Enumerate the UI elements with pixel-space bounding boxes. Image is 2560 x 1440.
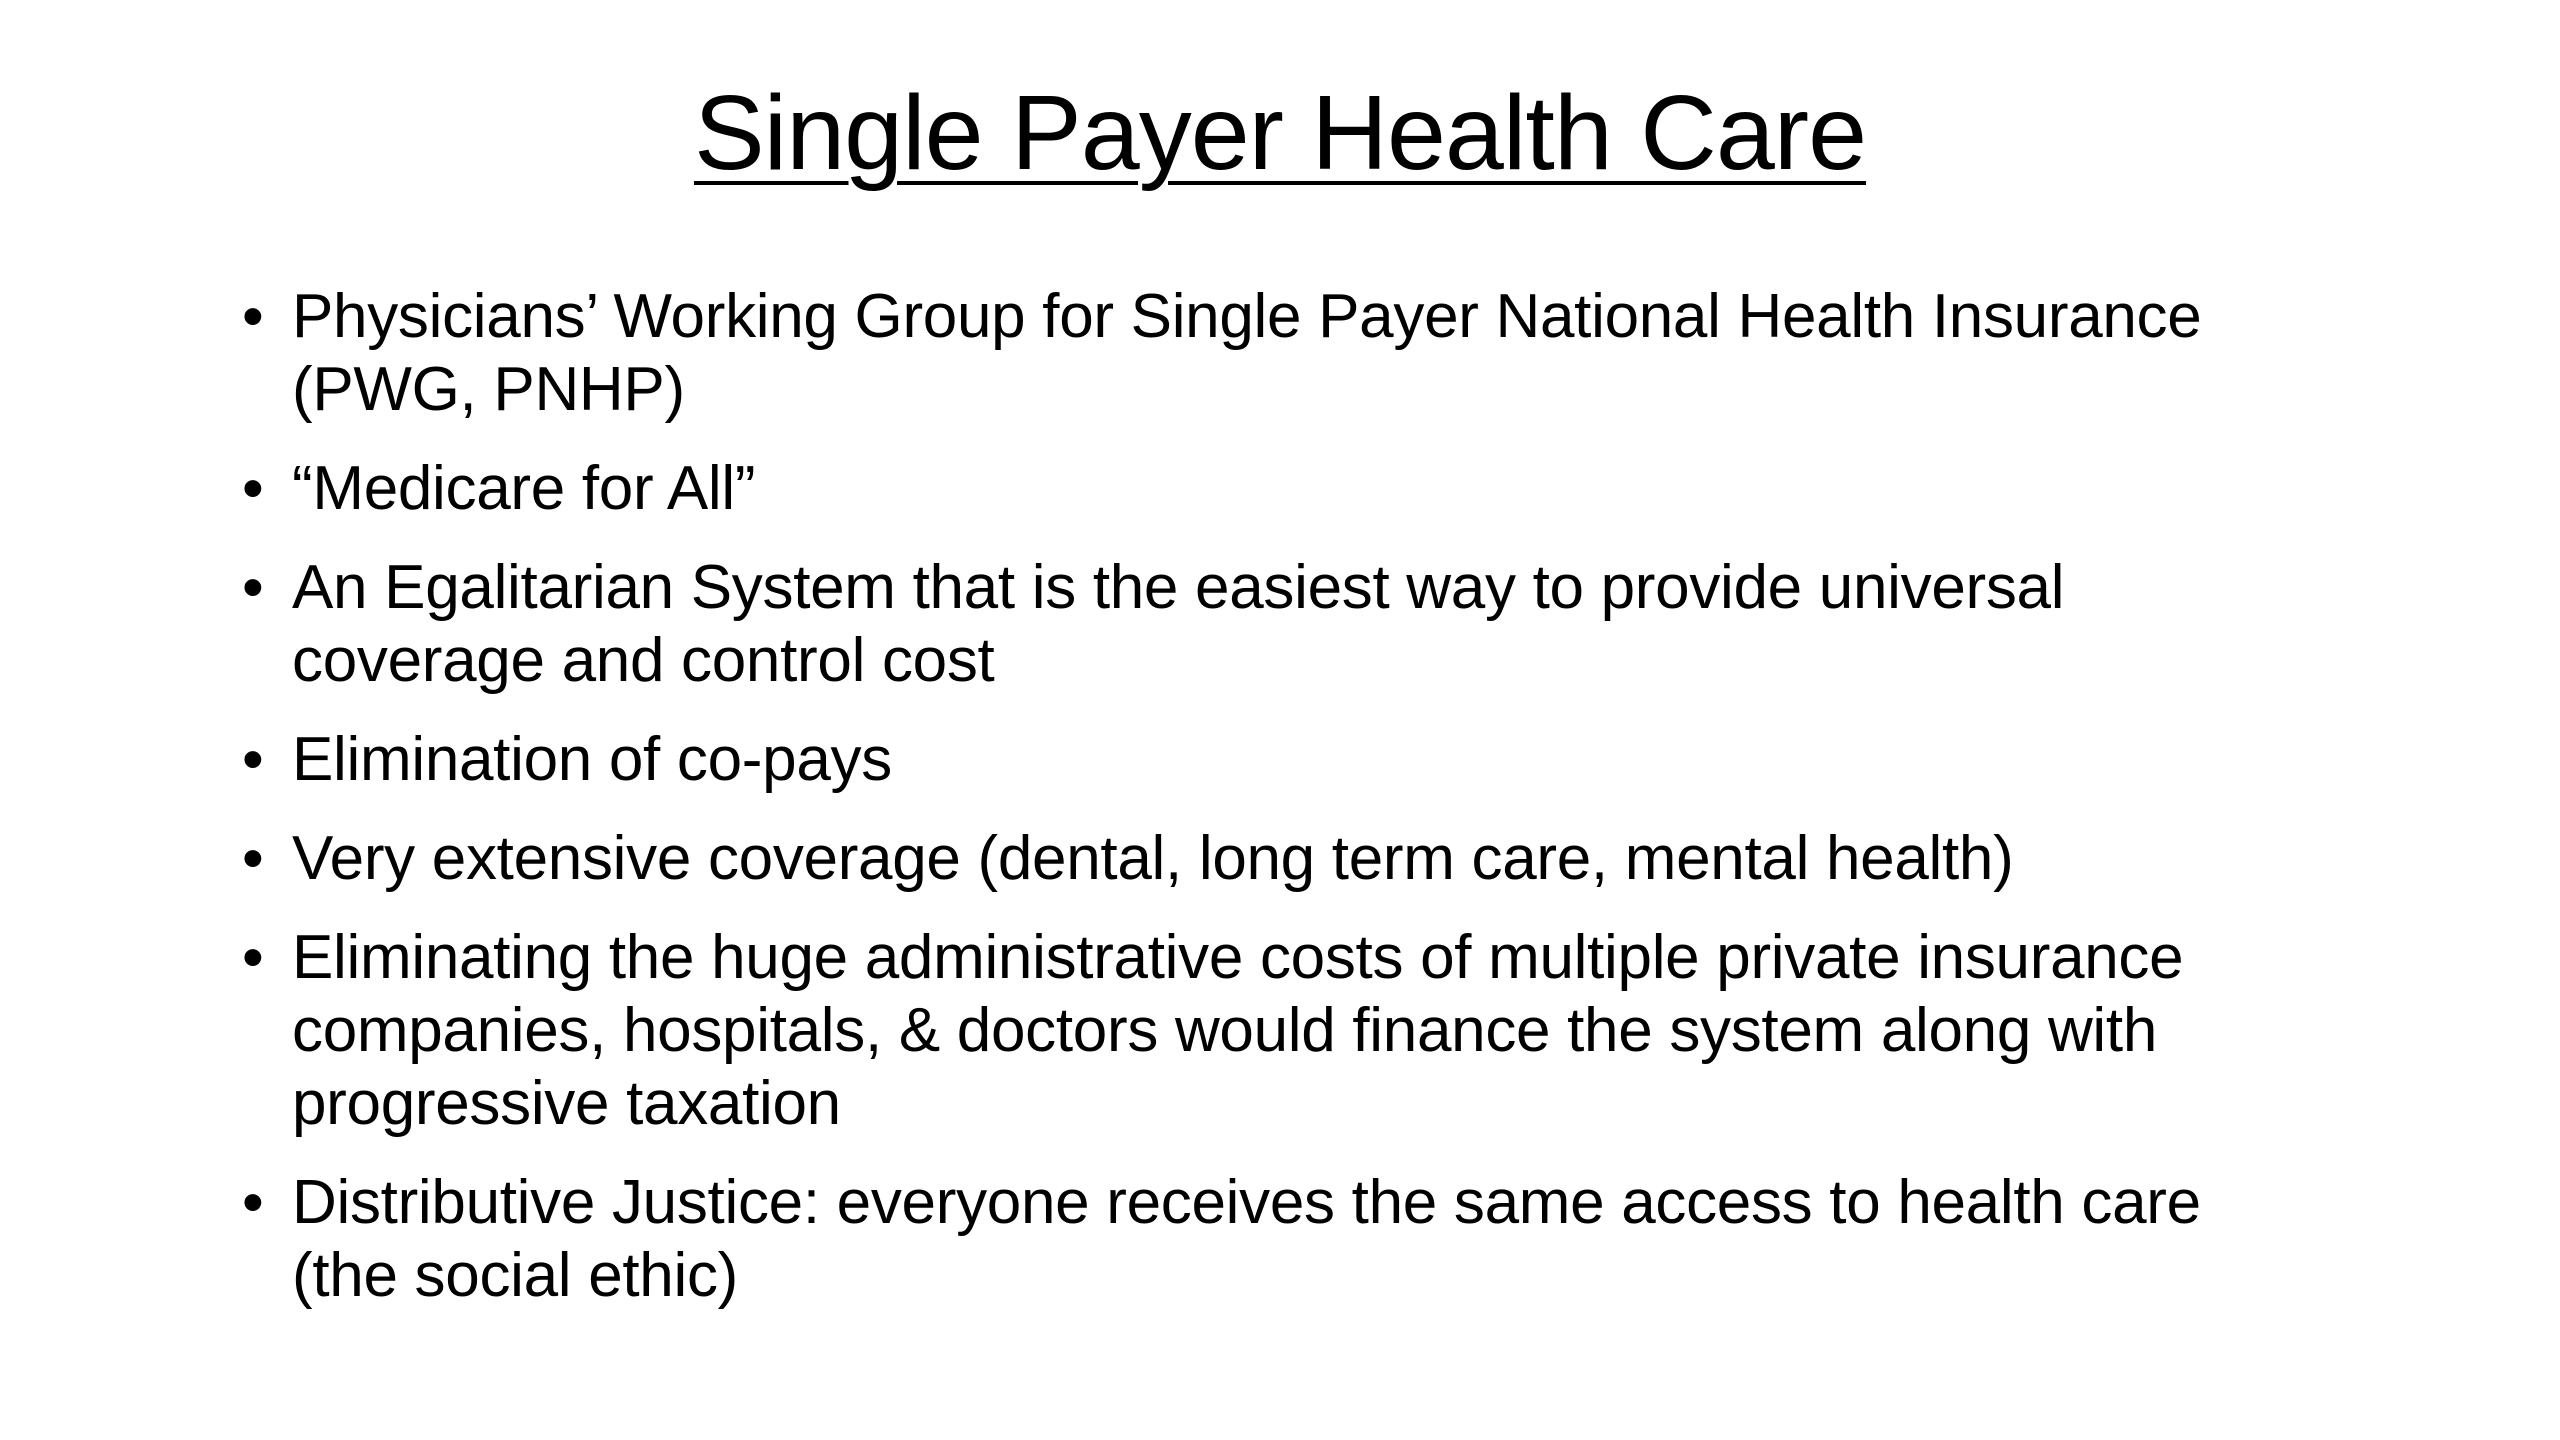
bullet-text: Eliminating the huge administrative costs of multiple private insurance companies, hospitals, & doctors would finance the system along with progressive taxation	[292, 923, 2184, 1138]
slide-title-text: Single Payer Health Care	[693, 74, 1867, 192]
list-item	[230, 452, 2310, 525]
bullet-icon: •	[242, 553, 264, 622]
bullet-icon: •	[242, 923, 264, 992]
bullet-text: “Medicare for All”	[292, 454, 756, 523]
bullet-text: An Egalitarian System that is the easiest way to provide universal coverage and control cost	[292, 553, 2065, 695]
bullet-icon: •	[242, 1168, 264, 1237]
bullet-list	[230, 280, 2310, 1338]
list-item	[230, 723, 2310, 796]
bullet-icon: •	[242, 282, 264, 351]
slide-title	[0, 70, 2560, 197]
list-item	[230, 822, 2310, 895]
list-item	[230, 551, 2310, 697]
list-item	[230, 1166, 2310, 1312]
list-item	[230, 921, 2310, 1140]
bullet-icon: •	[242, 454, 264, 523]
bullet-icon: •	[242, 725, 264, 794]
bullet-text: Elimination of co-pays	[292, 725, 892, 794]
list-item	[230, 280, 2310, 426]
bullet-text: Distributive Justice: everyone receives the same access to health care (the social ethic)	[292, 1168, 2201, 1310]
bullet-text: Physicians’ Working Group for Single Payer National Health Insurance (PWG, PNHP)	[292, 282, 2202, 424]
bullet-icon: •	[242, 824, 264, 893]
bullet-text: Very extensive coverage (dental, long term care, mental health)	[292, 824, 2014, 893]
